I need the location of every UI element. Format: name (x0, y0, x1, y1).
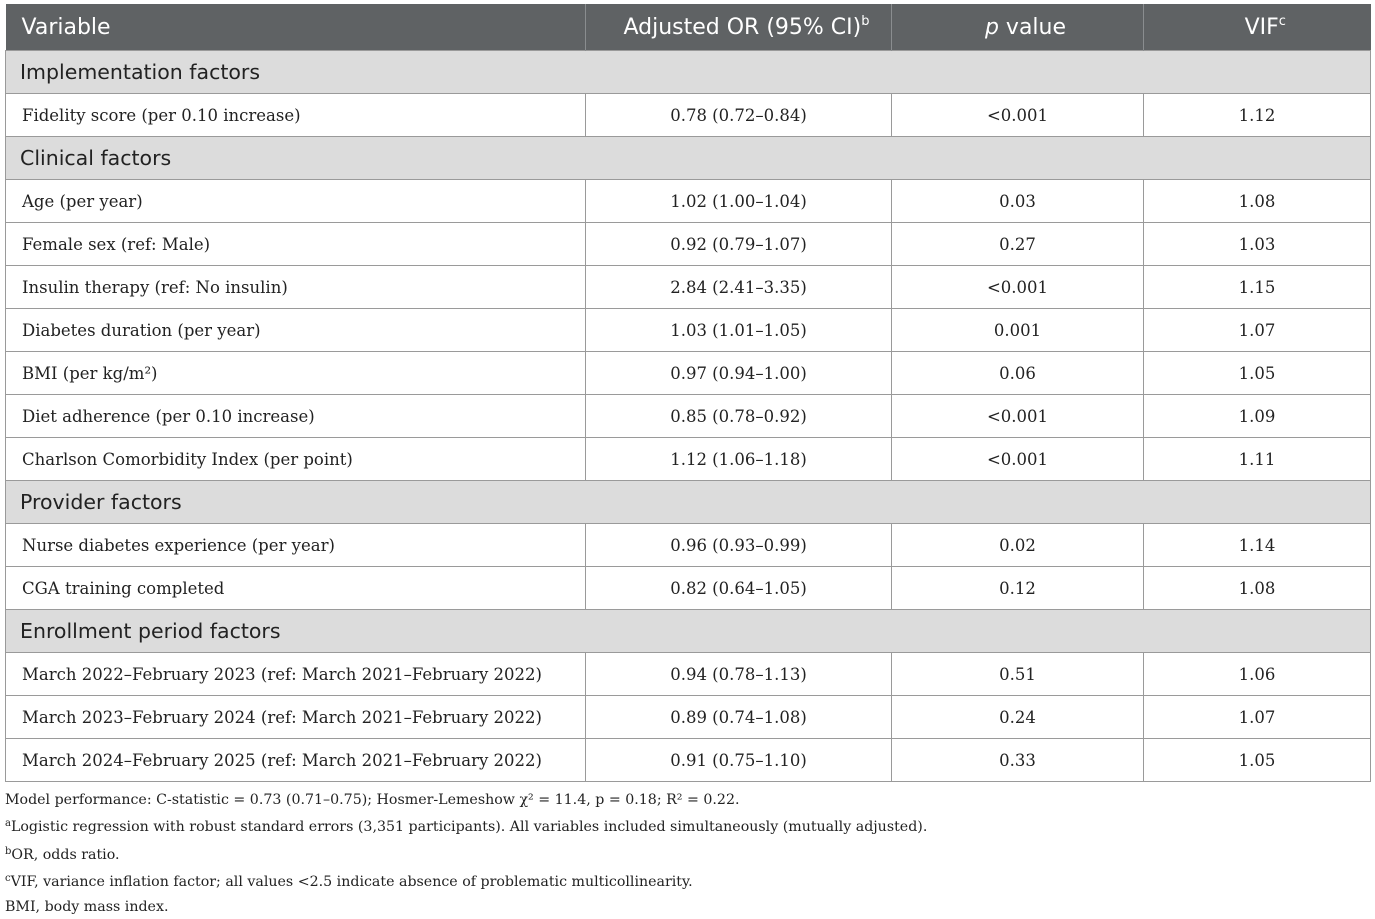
cell-variable: Female sex (ref: Male) (6, 223, 586, 266)
cell-p-value: 0.27 (892, 223, 1144, 266)
table-row (6, 180, 1371, 223)
cell-vif: 1.07 (1144, 309, 1371, 352)
cell-adjusted-or: 1.02 (1.00–1.04) (586, 180, 892, 223)
table-row (6, 309, 1371, 352)
cell-vif: 1.15 (1144, 266, 1371, 309)
cell-variable: CGA training completed (6, 567, 586, 610)
footnotes (5, 788, 1370, 919)
cell-variable: BMI (per kg/m²) (6, 352, 586, 395)
cell-adjusted-or: 1.03 (1.01–1.05) (586, 309, 892, 352)
cell-adjusted-or: 0.96 (0.93–0.99) (586, 524, 892, 567)
cell-vif: 1.12 (1144, 94, 1371, 137)
table-row (6, 352, 1371, 395)
cell-p-value: <0.001 (892, 266, 1144, 309)
section-row (6, 137, 1371, 180)
cell-adjusted-or: 0.82 (0.64–1.05) (586, 567, 892, 610)
table-row (6, 395, 1371, 438)
cell-p-value: 0.33 (892, 739, 1144, 782)
footnote-a: $^a$Logistic regression with robust standard errors (3,351 participants). All variables included simultaneously (mutually adjusted). (5, 818, 928, 836)
cell-adjusted-or: 2.84 (2.41–3.35) (586, 266, 892, 309)
footnote-b: $^b$OR, odds ratio. (5, 845, 120, 863)
cell-adjusted-or: 0.97 (0.94–1.00) (586, 352, 892, 395)
cell-variable: Diabetes duration (per year) (6, 309, 586, 352)
section-row (6, 51, 1371, 94)
cell-adjusted-or: 0.92 (0.79–1.07) (586, 223, 892, 266)
table-row (6, 696, 1371, 739)
header-vif: VIF$^c$ (1144, 4, 1371, 51)
table-row (6, 653, 1371, 696)
cell-vif: 1.08 (1144, 567, 1371, 610)
cell-vif: 1.05 (1144, 352, 1371, 395)
header-adjusted-or: Adjusted OR (95% CI)$^b$ (586, 4, 892, 51)
cell-adjusted-or: 0.78 (0.72–0.84) (586, 94, 892, 137)
table-row (6, 438, 1371, 481)
cell-adjusted-or: 1.12 (1.06–1.18) (586, 438, 892, 481)
cell-variable: March 2022–February 2023 (ref: March 2021–February 2022) (6, 653, 586, 696)
cell-p-value: 0.02 (892, 524, 1144, 567)
cell-variable: Nurse diabetes experience (per year) (6, 524, 586, 567)
table-row (6, 524, 1371, 567)
cell-variable: March 2023–February 2024 (ref: March 2021–February 2022) (6, 696, 586, 739)
cell-p-value: 0.12 (892, 567, 1144, 610)
section-row (6, 610, 1371, 653)
cell-vif: 1.07 (1144, 696, 1371, 739)
cell-vif: 1.08 (1144, 180, 1371, 223)
cell-variable: Charlson Comorbidity Index (per point) (6, 438, 586, 481)
cell-vif: 1.09 (1144, 395, 1371, 438)
table-row (6, 266, 1371, 309)
cell-adjusted-or: 0.85 (0.78–0.92) (586, 395, 892, 438)
cell-p-value: <0.001 (892, 94, 1144, 137)
cell-vif: 1.03 (1144, 223, 1371, 266)
cell-p-value: 0.03 (892, 180, 1144, 223)
cell-variable: Insulin therapy (ref: No insulin) (6, 266, 586, 309)
cell-vif: 1.05 (1144, 739, 1371, 782)
cell-adjusted-or: 0.94 (0.78–1.13) (586, 653, 892, 696)
cell-variable: Fidelity score (per 0.10 increase) (6, 94, 586, 137)
table-row (6, 94, 1371, 137)
table-row (6, 223, 1371, 266)
cell-p-value: 0.24 (892, 696, 1144, 739)
cell-variable: Age (per year) (6, 180, 586, 223)
cell-p-value: 0.001 (892, 309, 1144, 352)
section-row (6, 481, 1371, 524)
cell-variable: March 2024–February 2025 (ref: March 2021–February 2022) (6, 739, 586, 782)
header-p-value: p value (892, 4, 1144, 51)
regression-table-container (5, 4, 1370, 782)
section-title: Implementation factors (6, 51, 1371, 94)
cell-p-value: <0.001 (892, 438, 1144, 481)
regression-table (5, 4, 1371, 782)
cell-vif: 1.14 (1144, 524, 1371, 567)
cell-variable: Diet adherence (per 0.10 increase) (6, 395, 586, 438)
cell-adjusted-or: 0.91 (0.75–1.10) (586, 739, 892, 782)
header-variable: Variable (6, 4, 586, 51)
table-row (6, 567, 1371, 610)
section-title: Provider factors (6, 481, 1371, 524)
cell-p-value: 0.51 (892, 653, 1144, 696)
footnote-model: Model performance: C-statistic = 0.73 (0.71–0.75); Hosmer-Lemeshow χ² = 11.4, p = 0.18; R² = 0.22. (5, 792, 740, 808)
cell-vif: 1.06 (1144, 653, 1371, 696)
footnote-c: $^c$VIF, variance inflation factor; all values <2.5 indicate absence of problematic multicollinearity. (5, 873, 693, 891)
footnote-bmi: BMI, body mass index. (5, 898, 169, 915)
cell-p-value: <0.001 (892, 395, 1144, 438)
table-body (6, 51, 1371, 782)
header-row (6, 4, 1371, 51)
cell-adjusted-or: 0.89 (0.74–1.08) (586, 696, 892, 739)
cell-p-value: 0.06 (892, 352, 1144, 395)
table-row (6, 739, 1371, 782)
cell-vif: 1.11 (1144, 438, 1371, 481)
section-title: Enrollment period factors (6, 610, 1371, 653)
section-title: Clinical factors (6, 137, 1371, 180)
